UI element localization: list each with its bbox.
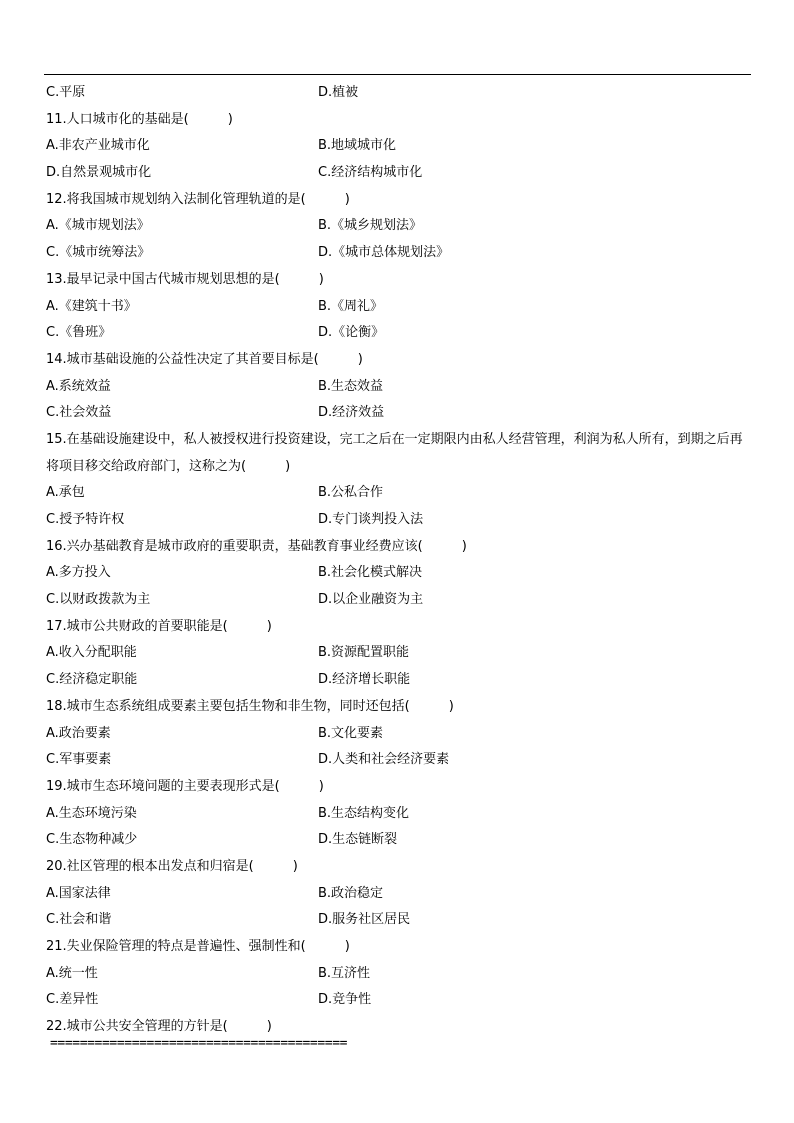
option-row <box>46 374 750 401</box>
question-stem: 19.城市生态环境问题的主要表现形式是( ) <box>46 778 324 794</box>
option-b: B.生态结构变化 <box>318 805 410 821</box>
option-row <box>46 294 750 321</box>
option-row <box>46 133 750 160</box>
option-a: A.统一性 <box>46 965 98 981</box>
option-d: D.竞争性 <box>318 992 372 1008</box>
option-b: B.政治稳定 <box>318 885 384 901</box>
option-row <box>46 747 750 774</box>
option-row <box>46 987 750 1014</box>
option-c: C.以财政拨款为主 <box>46 592 151 608</box>
question-stem: 20.社区管理的根本出发点和归宿是( ) <box>46 858 298 874</box>
option-a: A.多方投入 <box>46 565 111 581</box>
option-row <box>46 721 750 748</box>
option-b: B.文化要素 <box>318 725 384 741</box>
option-b: B.《周礼》 <box>318 298 384 314</box>
option-row <box>46 587 750 614</box>
question-stem: 18.城市生态系统组成要素主要包括生物和非生物，同时还包括( ) <box>46 698 454 714</box>
option-row <box>46 240 750 267</box>
exam-content <box>46 80 750 1041</box>
option-c: C.社会效益 <box>46 405 112 421</box>
option-c: C.差异性 <box>46 992 99 1008</box>
question-stem: 12.将我国城市规划纳入法制化管理轨道的是( ) <box>46 191 350 207</box>
option-row <box>46 560 750 587</box>
option-row <box>46 881 750 908</box>
option-a: A.收入分配职能 <box>46 645 137 661</box>
option-row <box>46 961 750 988</box>
option-d: D.《论衡》 <box>318 325 385 341</box>
option-a: A.国家法律 <box>46 885 111 901</box>
header-rule <box>44 74 751 75</box>
option-row <box>46 480 750 507</box>
option-row <box>46 667 750 694</box>
question-stem: 17.城市公共财政的首要职能是( ) <box>46 618 272 634</box>
option-c: C.经济稳定职能 <box>46 672 138 688</box>
option-b: B.地域城市化 <box>318 138 397 154</box>
question-stem: 21.失业保险管理的特点是普遍性、强制性和( ) <box>46 939 350 955</box>
option-d: D.植被 <box>318 85 359 100</box>
option-d: D.《城市总体规划法》 <box>318 245 450 261</box>
option-a: A.非农产业城市化 <box>46 138 150 154</box>
option-row <box>46 640 750 667</box>
option-c: D.自然景观城市化 <box>46 165 152 181</box>
option-row <box>46 827 750 854</box>
option-d: D.经济增长职能 <box>318 672 411 688</box>
question-stem: 16.兴办基础教育是城市政府的重要职责，基础教育事业经费应该( ) <box>46 538 467 554</box>
option-c: C.社会和谐 <box>46 912 112 928</box>
option-c: C.生态物种减少 <box>46 832 138 848</box>
option-b: B.互济性 <box>318 965 371 981</box>
option-c: C.平原 <box>46 85 86 100</box>
option-b: B.《城乡规划法》 <box>318 218 423 234</box>
option-b: B.社会化模式解决 <box>318 565 423 581</box>
option-row <box>46 160 750 187</box>
question-stem: 14.城市基础设施的公益性决定了其首要目标是( ) <box>46 351 363 367</box>
footer-separator: ======================================== <box>50 1036 348 1051</box>
option-row <box>46 507 750 534</box>
option-c: C.授予特许权 <box>46 512 125 528</box>
question-stem: 15.在基础设施建设中，私人被授权进行投资建设，完工之后在一定期限内由私人经营管理，利润为私人所有，到期之后再将项目移交给政府部门，这称之为( ) <box>46 431 743 474</box>
option-d: D.服务社区居民 <box>318 912 411 928</box>
option-a: A.政治要素 <box>46 725 111 741</box>
option-a: A.系统效益 <box>46 378 111 394</box>
option-row <box>46 907 750 934</box>
question-list <box>46 107 750 1041</box>
option-b: B.公私合作 <box>318 485 384 501</box>
option-b: B.生态效益 <box>318 378 384 394</box>
option-a: A.《城市规划法》 <box>46 218 150 234</box>
option-d: D.生态链断裂 <box>318 832 398 848</box>
option-a: A.生态环境污染 <box>46 805 137 821</box>
option-d: D.以企业融资为主 <box>318 592 424 608</box>
option-row <box>46 801 750 828</box>
option-row <box>46 400 750 427</box>
option-c: C.军事要素 <box>46 752 112 768</box>
option-d: D.专门谈判投入法 <box>318 512 424 528</box>
option-row <box>46 320 750 347</box>
option-b: B.资源配置职能 <box>318 645 410 661</box>
question-stem: 13.最早记录中国古代城市规划思想的是( ) <box>46 271 324 287</box>
option-c: C.《鲁班》 <box>46 325 112 341</box>
question-stem: 11.人口城市化的基础是( ) <box>46 111 233 127</box>
option-row <box>46 80 750 107</box>
question-stem: 22.城市公共安全管理的方针是( ) <box>46 1019 272 1035</box>
option-c: C.《城市统筹法》 <box>46 245 151 261</box>
option-d: D.经济效益 <box>318 405 385 421</box>
option-d: C.经济结构城市化 <box>318 165 423 181</box>
option-row <box>46 213 750 240</box>
option-a: A.《建筑十书》 <box>46 298 137 314</box>
option-d: D.人类和社会经济要素 <box>318 752 450 768</box>
option-a: A.承包 <box>46 485 85 501</box>
